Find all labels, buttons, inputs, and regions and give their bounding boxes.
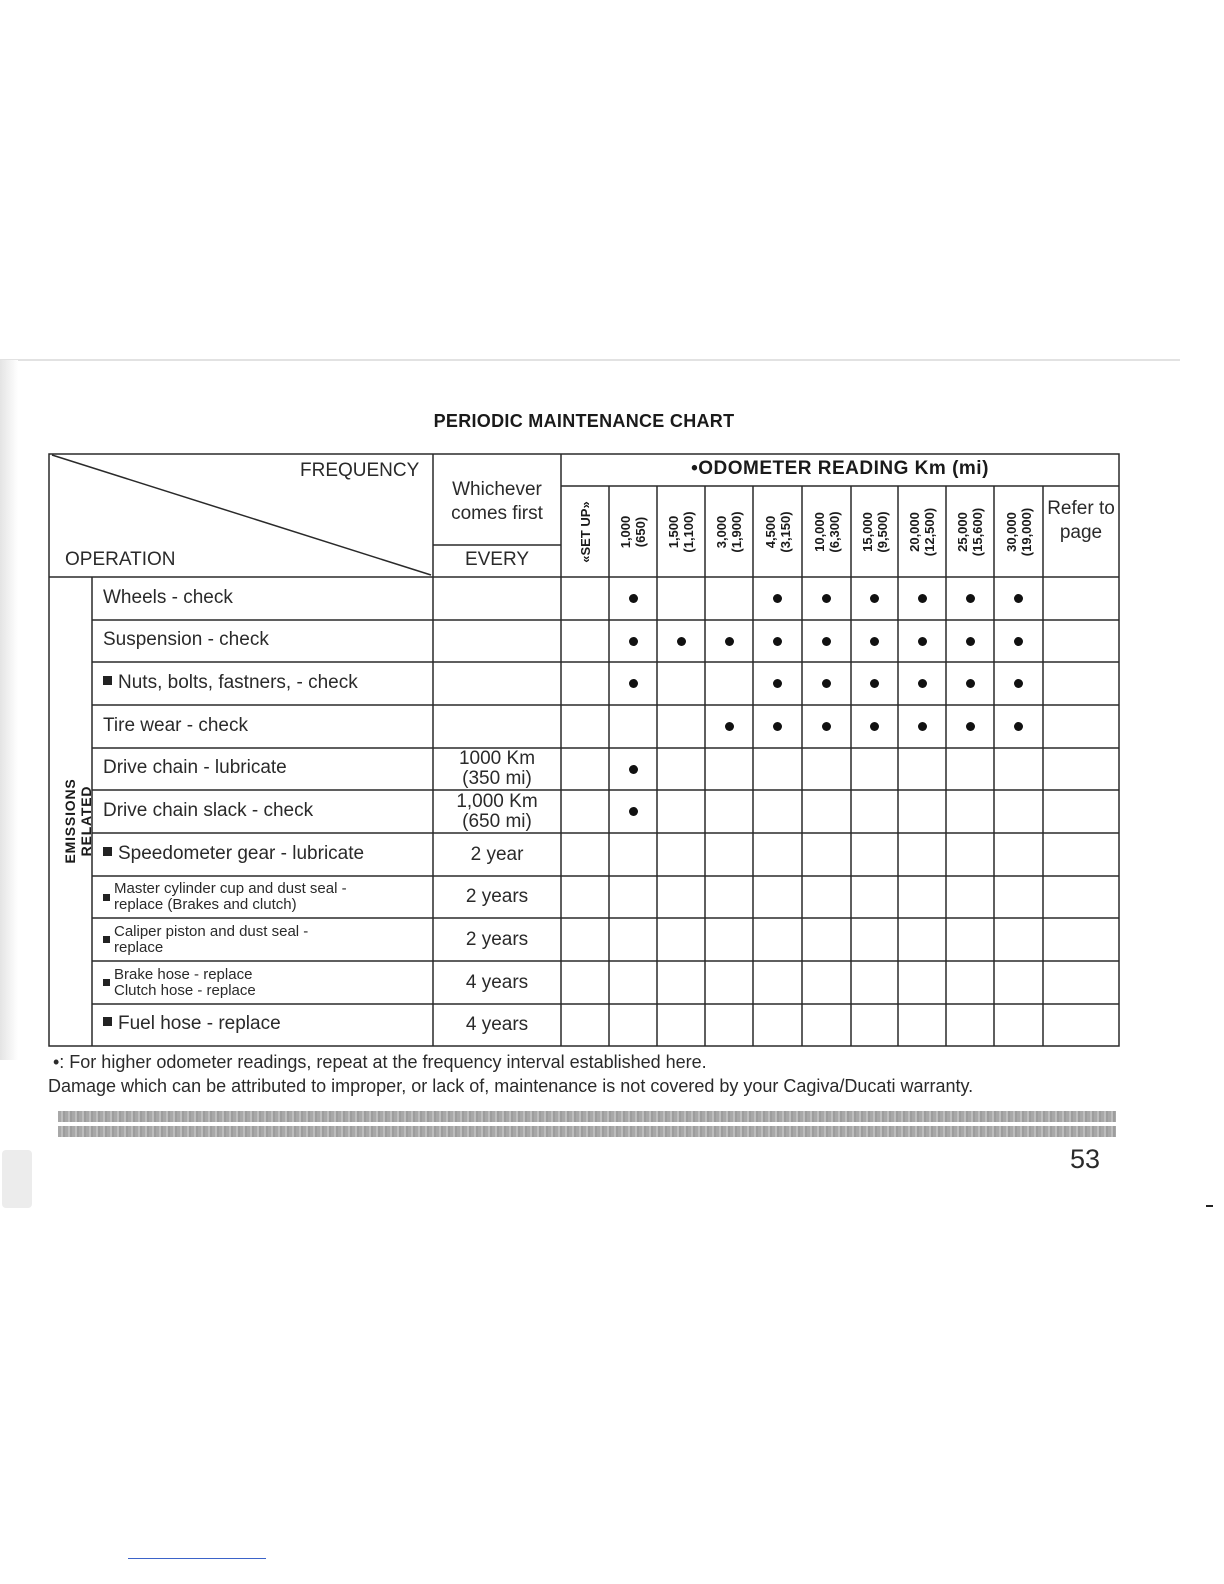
odometer-column-label: 25,000 (15,600) xyxy=(955,507,985,557)
odometer-column-label: 1,500 (1,100) xyxy=(666,511,696,553)
interval-cell xyxy=(434,930,560,950)
odometer-column-label: 30,000 (19,000) xyxy=(1003,507,1034,557)
interval-value: 1,000 Km xyxy=(456,790,538,812)
service-dot xyxy=(1014,637,1023,646)
interval-value: 1000 Km xyxy=(458,748,536,769)
service-dot xyxy=(966,637,975,646)
operation-label: Clutch hose - replace xyxy=(114,981,256,999)
interval-value: 2 years xyxy=(465,886,529,907)
service-dot xyxy=(966,594,975,603)
operation-cell xyxy=(103,629,269,651)
service-dot xyxy=(918,722,927,731)
odometer-column-label: «SET UP» xyxy=(577,501,593,563)
bullet-icon xyxy=(103,894,110,901)
service-dot xyxy=(822,594,831,603)
service-dot xyxy=(918,637,927,646)
odometer-column-label: 20,000 (12,500) xyxy=(907,507,937,557)
service-dot xyxy=(677,637,686,646)
operation-cell xyxy=(103,967,256,999)
bullet-icon xyxy=(103,936,110,943)
operation-cell xyxy=(103,757,287,779)
service-dot xyxy=(918,594,927,603)
odometer-column-label: 4,500 (3,150) xyxy=(762,511,793,553)
scan-bottom-line xyxy=(128,1558,266,1559)
service-dot xyxy=(629,637,638,646)
operation-label: replace (Brakes and clutch) xyxy=(114,896,297,913)
bullet-icon xyxy=(103,1017,112,1026)
service-dot xyxy=(870,679,879,688)
every-label: EVERY xyxy=(464,549,530,570)
interval-value: (650 mi) xyxy=(462,810,532,832)
service-dot xyxy=(966,722,975,731)
service-dot xyxy=(870,594,879,603)
operation-cell xyxy=(103,672,358,694)
operation-cell xyxy=(103,715,248,737)
odometer-column-label: 15,000 (9,500) xyxy=(859,511,890,553)
decorative-band-upper xyxy=(58,1111,1116,1122)
interval-cell xyxy=(434,792,560,832)
interval-value: 4 years xyxy=(465,1014,529,1035)
interval-cell xyxy=(434,845,560,865)
interval-value: 4 years xyxy=(465,971,529,993)
interval-value: (350 mi) xyxy=(462,768,532,789)
service-dot xyxy=(870,722,879,731)
operation-label: OPERATION xyxy=(65,549,176,570)
operation-cell xyxy=(103,843,364,865)
service-dot xyxy=(629,679,638,688)
frequency-label: FREQUENCY xyxy=(300,460,420,481)
operation-cell xyxy=(103,881,347,913)
operation-label: Wheels - check xyxy=(103,586,233,608)
service-dot xyxy=(870,637,879,646)
page-title: PERIODIC MAINTENANCE CHART xyxy=(433,411,735,431)
emissions-related-label: EMISSIONS RELATED xyxy=(62,778,94,864)
operation-label: Suspension - check xyxy=(103,629,269,650)
service-dot xyxy=(773,594,782,603)
bullet-icon xyxy=(103,979,110,986)
operation-cell xyxy=(103,587,233,609)
odometer-column-label: 3,000 (1,900) xyxy=(714,511,744,553)
operation-label: Drive chain - lubricate xyxy=(103,757,287,778)
service-dot xyxy=(725,722,734,731)
interval-value: 2 year xyxy=(470,843,524,865)
operation-cell xyxy=(103,924,308,956)
page-number: 53 xyxy=(1070,1144,1101,1174)
operation-cell xyxy=(103,800,313,822)
odometer-footnote: •: For higher odometer readings, repeat at the frequency interval established here. xyxy=(53,1052,707,1072)
operation-label: Speedometer gear - lubricate xyxy=(118,842,365,864)
interval-cell xyxy=(434,973,560,993)
refer-to-page-label: Refer to page xyxy=(1047,498,1115,543)
service-dot xyxy=(822,722,831,731)
warranty-note: Damage which can be attributed to improper, or lack of, maintenance is not covered by your Cagiva/Ducati warranty. xyxy=(48,1076,974,1096)
service-dot xyxy=(773,637,782,646)
operation-label: Drive chain slack - check xyxy=(103,799,314,821)
operation-label: Nuts, bolts, fastners, - check xyxy=(118,671,358,693)
interval-cell xyxy=(434,1015,560,1035)
service-dot xyxy=(725,637,734,646)
operation-label: Fuel hose - replace xyxy=(118,1013,281,1034)
bullet-icon xyxy=(103,847,112,856)
service-dot xyxy=(773,679,782,688)
service-dot xyxy=(629,594,638,603)
service-dot xyxy=(966,679,975,688)
operation-label: Tire wear - check xyxy=(103,714,248,736)
decorative-band-lower xyxy=(58,1126,1116,1137)
service-dot xyxy=(1014,679,1023,688)
odometer-column-label: 10,000 (6,300) xyxy=(811,511,842,553)
whichever-label: Whichever comes first xyxy=(451,479,543,524)
interval-value: 2 years xyxy=(465,928,529,950)
interval-cell xyxy=(434,749,560,789)
service-dot xyxy=(822,637,831,646)
operation-label: Caliper piston and dust seal - xyxy=(114,922,309,940)
odometer-column-label: 1,000 (650) xyxy=(618,515,648,549)
operation-label: Brake hose - replace xyxy=(114,965,253,983)
service-dot xyxy=(1014,594,1023,603)
service-dot xyxy=(1014,722,1023,731)
interval-cell xyxy=(434,887,560,907)
operation-label: replace xyxy=(114,938,164,956)
service-dot xyxy=(918,679,927,688)
odometer-heading: •ODOMETER READING Km (mi) xyxy=(691,458,989,479)
service-dot xyxy=(822,679,831,688)
service-dot xyxy=(629,765,638,774)
operation-cell xyxy=(103,1013,281,1035)
bullet-icon xyxy=(103,676,112,685)
service-dot xyxy=(629,807,638,816)
service-dot xyxy=(773,722,782,731)
operation-label: Master cylinder cup and dust seal - xyxy=(114,880,347,897)
